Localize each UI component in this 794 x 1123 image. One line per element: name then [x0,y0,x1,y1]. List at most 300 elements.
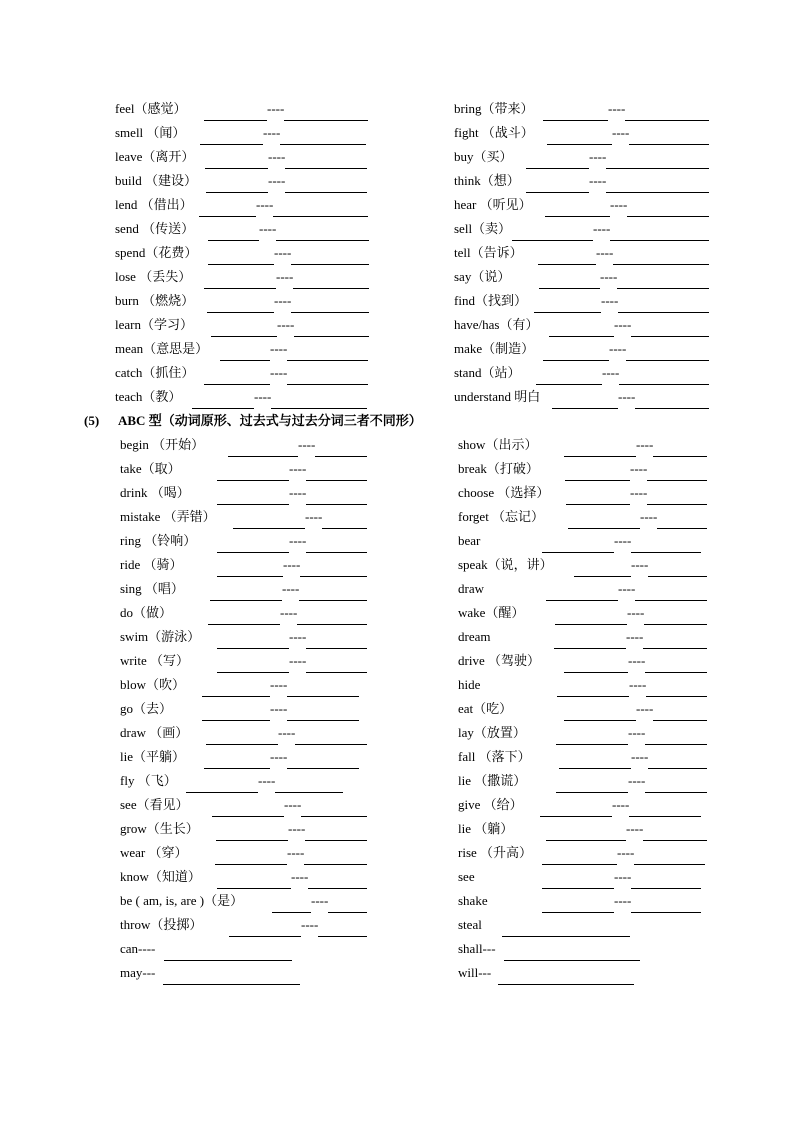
section-title-text: ABC 型（动词原形、过去式与过去分词三者不同形） [118,413,422,428]
verb-row [120,745,359,769]
separator: ---- [270,701,288,716]
separator: ---- [289,629,307,644]
verb-row [120,865,367,889]
past-participle-blank[interactable] [291,297,369,313]
past-participle-blank[interactable] [276,225,369,241]
verb-row [458,769,707,793]
past-participle-blank[interactable] [306,657,367,673]
separator: ---- [276,269,294,284]
separator: ---- [589,149,607,164]
past-participle-blank[interactable] [293,273,369,289]
separator: ---- [630,461,648,476]
verb-row [120,577,367,601]
past-participle-blank[interactable] [606,177,709,193]
verb-label: understand 明白 [454,389,541,404]
verb-label: steal [458,917,482,932]
past-tense-blank[interactable] [207,297,274,313]
verb-label: be ( am, is, are )（是） [120,893,244,908]
past-tense-blank[interactable] [217,657,289,673]
verb-row [458,793,701,817]
separator: ---- [631,557,649,572]
past-tense-blank[interactable] [217,489,289,505]
separator: ---- [287,845,305,860]
past-participle-blank[interactable] [645,657,707,673]
past-tense-blank[interactable] [220,345,270,361]
separator: ---- [614,533,632,548]
verb-label: make（制造） [454,341,535,356]
verb-label: can---- [120,941,156,956]
past-participle-blank[interactable] [647,465,707,481]
verb-row [120,601,367,625]
past-tense-blank[interactable] [542,873,614,889]
verb-label: give （给） [458,797,523,812]
past-participle-blank[interactable] [308,873,367,889]
verb-row [120,481,367,505]
past-participle-blank[interactable] [625,105,709,121]
verb-row [454,313,709,337]
past-participle-blank[interactable] [629,129,709,145]
past-participle-blank[interactable] [306,633,367,649]
past-tense-blank[interactable] [210,585,282,601]
verb-label: swim（游泳） [120,629,201,644]
separator: ---- [283,557,301,572]
past-tense-blank[interactable] [204,105,267,121]
past-tense-blank[interactable] [208,249,274,265]
past-tense-blank[interactable] [568,513,640,529]
verb-label: drink （喝） [120,485,190,500]
answer-blank[interactable] [504,945,640,961]
past-tense-blank[interactable] [557,681,629,697]
verb-label: see [458,869,475,884]
past-participle-blank[interactable] [287,753,359,769]
separator: ---- [628,725,646,740]
separator: ---- [282,581,300,596]
verb-label: hide [458,677,481,692]
verb-row [454,241,709,265]
verb-label: feel（感觉） [115,101,187,116]
past-participle-blank[interactable] [287,705,359,721]
verb-row [120,553,367,577]
verb-label: break（打破） [458,461,539,476]
verb-label: burn （燃烧） [115,293,195,308]
separator: ---- [270,749,288,764]
verb-row [454,97,709,121]
past-participle-blank[interactable] [315,441,367,457]
past-participle-blank[interactable] [273,201,368,217]
separator: ---- [628,773,646,788]
past-tense-blank[interactable] [546,585,618,601]
separator: ---- [636,437,654,452]
past-participle-blank[interactable] [285,153,367,169]
verb-label: mistake （弄错） [120,509,216,524]
verb-row [454,265,709,289]
verb-row [115,313,369,337]
separator: ---- [311,893,329,908]
past-tense-blank[interactable] [542,849,617,865]
past-tense-blank[interactable] [538,249,596,265]
past-participle-blank[interactable] [643,825,707,841]
verb-label: spend（花费） [115,245,198,260]
verb-label: learn（学习） [115,317,193,332]
verb-label: fall （落下） [458,749,531,764]
verb-label: wake（醒） [458,605,525,620]
past-tense-blank[interactable] [540,801,612,817]
verb-row [458,841,705,865]
past-tense-blank[interactable] [216,825,288,841]
past-tense-blank[interactable] [211,321,277,337]
past-tense-blank[interactable] [566,489,630,505]
past-participle-blank[interactable] [643,633,707,649]
past-tense-blank[interactable] [217,537,289,553]
past-participle-blank[interactable] [300,561,367,577]
verb-label: build （建设） [115,173,197,188]
past-participle-blank[interactable] [626,345,709,361]
past-tense-blank[interactable] [552,393,618,409]
verb-row [454,385,709,409]
verb-label: leave（离开） [115,149,195,164]
past-participle-blank[interactable] [322,513,367,529]
separator: ---- [630,485,648,500]
verb-row [120,889,367,913]
verb-row [454,361,709,385]
past-tense-blank[interactable] [204,369,270,385]
past-participle-blank[interactable] [306,465,367,481]
past-tense-blank[interactable] [215,849,287,865]
past-participle-blank[interactable] [287,345,368,361]
past-tense-blank[interactable] [229,921,301,937]
past-participle-blank[interactable] [635,393,709,409]
past-tense-blank[interactable] [554,633,626,649]
verb-label: throw（投掷） [120,917,203,932]
verb-label: lie（平躺） [120,749,185,764]
verb-label: lose （丢失） [115,269,192,284]
past-participle-blank[interactable] [657,513,707,529]
verb-row [115,265,369,289]
separator: ---- [631,749,649,764]
past-participle-blank[interactable] [295,729,367,745]
past-participle-blank[interactable] [629,801,701,817]
verb-label: ring （铃响） [120,533,197,548]
past-participle-blank[interactable] [291,249,369,265]
verb-label: tell（告诉） [454,245,523,260]
past-tense-blank[interactable] [186,777,258,793]
past-tense-blank[interactable] [192,393,254,409]
separator: ---- [277,317,295,332]
verb-row [120,817,367,841]
past-participle-blank[interactable] [631,321,709,337]
verb-row [458,601,707,625]
past-tense-blank[interactable] [556,729,628,745]
verb-label: lie （撒谎） [458,773,527,788]
separator: ---- [270,341,288,356]
past-participle-blank[interactable] [285,177,367,193]
verb-label: stand（站） [454,365,521,380]
past-tense-blank[interactable] [526,177,589,193]
answer-blank[interactable] [502,921,630,937]
past-participle-blank[interactable] [287,681,359,697]
separator: ---- [305,509,323,524]
separator: ---- [617,845,635,860]
past-tense-blank[interactable] [228,441,298,457]
section-heading [84,409,422,433]
separator: ---- [610,197,628,212]
separator: ---- [618,581,636,596]
verb-row [454,169,709,193]
verb-label: find（找到） [454,293,527,308]
verb-row [120,433,367,457]
past-tense-blank[interactable] [565,465,630,481]
past-participle-blank[interactable] [619,369,709,385]
verb-row [454,289,709,313]
past-tense-blank[interactable] [534,297,601,313]
separator: ---- [274,245,292,260]
separator: ---- [288,821,306,836]
past-tense-blank[interactable] [204,753,270,769]
separator: ---- [256,197,274,212]
past-participle-blank[interactable] [304,849,367,865]
verb-label: lay（放置） [458,725,526,740]
past-tense-blank[interactable] [200,129,263,145]
separator: ---- [612,125,630,140]
verb-row [458,505,707,529]
separator: ---- [289,653,307,668]
past-participle-blank[interactable] [631,873,701,889]
past-tense-blank[interactable] [512,225,593,241]
separator: ---- [609,341,627,356]
verb-label: know（知道） [120,869,201,884]
past-participle-blank[interactable] [645,729,707,745]
past-tense-blank[interactable] [202,681,270,697]
separator: ---- [612,797,630,812]
past-tense-blank[interactable] [564,705,636,721]
verb-label: lend （借出） [115,197,193,212]
separator: ---- [626,821,644,836]
past-tense-blank[interactable] [564,657,628,673]
verb-row [115,337,368,361]
verb-label: sell（卖） [454,221,512,236]
verb-row [458,673,707,697]
verb-row [115,169,367,193]
verb-label: mean（意思是） [115,341,209,356]
separator: ---- [618,389,636,404]
separator: ---- [268,173,286,188]
verb-row [120,625,367,649]
past-participle-blank[interactable] [647,489,707,505]
past-participle-blank[interactable] [318,921,367,937]
past-tense-blank[interactable] [199,201,256,217]
verb-label: go（去） [120,701,173,716]
past-participle-blank[interactable] [627,201,709,217]
past-tense-blank[interactable] [545,201,610,217]
past-participle-blank[interactable] [280,129,366,145]
verb-row [458,457,707,481]
verb-label: speak（说，讲） [458,557,553,572]
past-tense-blank[interactable] [555,609,627,625]
past-tense-blank[interactable] [559,753,631,769]
separator: ---- [284,797,302,812]
verb-label: bear [458,533,481,548]
past-tense-blank[interactable] [272,897,311,913]
separator: ---- [600,269,618,284]
verb-row [120,937,292,961]
past-tense-blank[interactable] [556,777,628,793]
verb-row [454,337,709,361]
verb-label: shake [458,893,488,908]
separator: ---- [301,917,319,932]
past-participle-blank[interactable] [648,561,707,577]
past-tense-blank[interactable] [233,513,305,529]
past-tense-blank[interactable] [212,801,284,817]
verb-label: send （传送） [115,221,195,236]
separator: ---- [629,677,647,692]
verb-label: ride （骑） [120,557,183,572]
verb-row [458,937,640,961]
verb-row [115,241,369,265]
verb-label: think（想） [454,173,520,188]
verb-label: wear （穿） [120,845,188,860]
past-tense-blank[interactable] [549,321,614,337]
past-participle-blank[interactable] [275,777,343,793]
past-participle-blank[interactable] [297,609,367,625]
separator: ---- [274,293,292,308]
past-participle-blank[interactable] [645,777,707,793]
past-tense-blank[interactable] [564,441,636,457]
verb-row [115,385,367,409]
past-participle-blank[interactable] [294,321,369,337]
past-participle-blank[interactable] [328,897,367,913]
past-participle-blank[interactable] [653,705,707,721]
past-tense-blank[interactable] [547,129,612,145]
past-tense-blank[interactable] [217,633,289,649]
past-participle-blank[interactable] [301,801,367,817]
verb-row [115,361,368,385]
verb-row [458,961,634,985]
separator: ---- [289,461,307,476]
past-tense-blank[interactable] [546,825,626,841]
answer-blank[interactable] [498,969,634,985]
past-participle-blank[interactable] [635,585,707,601]
verb-row [120,961,300,985]
verb-row [458,553,707,577]
past-tense-blank[interactable] [217,561,283,577]
past-tense-blank[interactable] [208,225,259,241]
past-tense-blank[interactable] [542,897,614,913]
separator: ---- [267,101,285,116]
past-tense-blank[interactable] [208,609,280,625]
separator: ---- [270,677,288,692]
past-participle-blank[interactable] [284,105,368,121]
verb-label: buy（买） [454,149,513,164]
verb-row [115,121,366,145]
past-participle-blank[interactable] [306,489,367,505]
past-tense-blank[interactable] [217,465,289,481]
past-participle-blank[interactable] [618,297,709,313]
verb-row [120,529,367,553]
separator: ---- [593,221,611,236]
verb-label: smell （闻） [115,125,186,140]
section-number: (5) [84,413,100,428]
verb-label: sing （唱） [120,581,184,596]
separator: ---- [263,125,281,140]
verb-label: take（取） [120,461,181,476]
past-tense-blank[interactable] [202,705,270,721]
verb-label: have/has（有） [454,317,539,332]
past-tense-blank[interactable] [543,345,609,361]
past-tense-blank[interactable] [574,561,631,577]
verb-row [454,145,709,169]
past-participle-blank[interactable] [305,825,367,841]
verb-label: bring（带来） [454,101,534,116]
past-tense-blank[interactable] [539,273,600,289]
verb-label: draw [458,581,484,596]
verb-label: will--- [458,965,492,980]
past-participle-blank[interactable] [606,153,709,169]
past-participle-blank[interactable] [634,849,705,865]
separator: ---- [280,605,298,620]
past-tense-blank[interactable] [536,369,602,385]
past-participle-blank[interactable] [299,585,367,601]
verb-row [120,793,367,817]
past-tense-blank[interactable] [206,177,268,193]
verb-label: catch（抓住） [115,365,195,380]
past-participle-blank[interactable] [306,537,367,553]
verb-row [458,529,701,553]
verb-label: fight （战斗） [454,125,534,140]
separator: ---- [601,293,619,308]
verb-row [454,121,709,145]
past-tense-blank[interactable] [543,105,608,121]
verb-row [458,433,707,457]
verb-row [458,913,630,937]
verb-row [458,817,707,841]
past-tense-blank[interactable] [542,537,614,553]
past-participle-blank[interactable] [631,897,701,913]
separator: ---- [289,533,307,548]
past-participle-blank[interactable] [653,441,707,457]
verb-row [458,745,707,769]
past-participle-blank[interactable] [287,369,368,385]
verb-row [120,769,343,793]
past-tense-blank[interactable] [217,873,291,889]
verb-row [120,457,367,481]
separator: ---- [636,701,654,716]
verb-label: grow（生长） [120,821,199,836]
verb-row [115,217,369,241]
answer-blank[interactable] [164,945,292,961]
past-participle-blank[interactable] [610,225,709,241]
verb-row [458,697,707,721]
separator: ---- [628,653,646,668]
separator: ---- [298,437,316,452]
past-participle-blank[interactable] [646,681,707,697]
verb-row [458,889,701,913]
answer-blank[interactable] [163,969,300,985]
verb-row [458,625,707,649]
past-tense-blank[interactable] [204,273,276,289]
past-tense-blank[interactable] [526,153,589,169]
past-participle-blank[interactable] [271,393,367,409]
separator: ---- [596,245,614,260]
past-participle-blank[interactable] [644,609,707,625]
past-tense-blank[interactable] [206,729,278,745]
past-participle-blank[interactable] [648,753,707,769]
past-participle-blank[interactable] [613,249,709,265]
past-participle-blank[interactable] [631,537,701,553]
verb-label: shall--- [458,941,496,956]
past-participle-blank[interactable] [617,273,709,289]
verb-row [120,673,359,697]
past-tense-blank[interactable] [205,153,268,169]
